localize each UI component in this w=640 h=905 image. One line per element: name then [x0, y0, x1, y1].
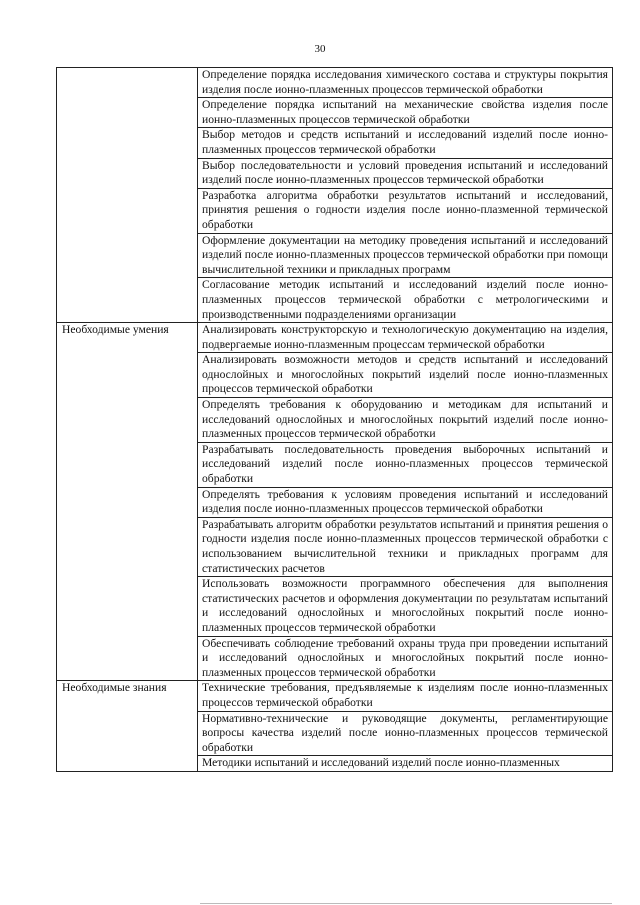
row-text: Обеспечивать соблюдение требований охраны труда при проведении испытаний и исследований однослойных и многослойных покрытий после ионно-плазменных процессов термической обработки [198, 636, 613, 681]
row-text: Анализировать возможности методов и средств испытаний и исследований однослойных и многослойных покрытий изделий после ионно-плазменных процессов термической обработки [198, 353, 613, 398]
row-text: Нормативно-технические и руководящие документы, регламентирующие вопросы качества изделий после ионно-плазменных процессов термической обработки [198, 711, 613, 756]
page-bottom-divider [200, 903, 612, 904]
row-text: Выбор методов и средств испытаний и исследований изделий после ионно-плазменных процессов термической обработки [198, 128, 613, 158]
row-text: Разрабатывать алгоритм обработки результатов испытаний и принятия решения о годности изделия после ионно-плазменных процессов термической обработки с использованием вычислительной техники и прикладных программ для статистических расчетов [198, 517, 613, 576]
section-label-knowledge: Необходимые знания [57, 681, 198, 772]
row-text: Разрабатывать последовательность проведения выборочных испытаний и исследований изделий после ионно-плазменных процессов термической обработки [198, 442, 613, 487]
row-text: Технические требования, предъявляемые к изделиям после ионно-плазменных процессов термической обработки [198, 681, 613, 711]
table-row [57, 681, 613, 711]
row-text: Согласование методик испытаний и исследований изделий после ионно-плазменных процессов термической обработки с метрологическими и производственными подразделениями организации [198, 278, 613, 323]
row-text: Определять требования к оборудованию и методикам для испытаний и исследований однослойных и многослойных покрытий изделий после ионно-плазменных процессов термической обработки [198, 398, 613, 443]
row-text: Разработка алгоритма обработки результатов испытаний и исследований, принятия решения о годности изделия после ионно-плазменной термической обработки [198, 188, 613, 233]
section-label-skills: Необходимые умения [57, 323, 198, 681]
row-text: Анализировать конструкторскую и технологическую документацию на изделия, подвергаемые ионно-плазменным процессам термической обработки [198, 323, 613, 353]
row-text: Использовать возможности программного обеспечения для выполнения статистических расчетов и оформления документации по результатам испытаний и исследований однослойных и многослойных покрытий после ионно-плазменных процессов термической обработки [198, 577, 613, 636]
row-label [57, 68, 198, 323]
row-text: Оформление документации на методику проведения испытаний и исследований изделий после ионно-плазменных процессов термической обработки при помощи вычислительной техники и прикладных программ [198, 233, 613, 278]
row-text: Методики испытаний и исследований изделий после ионно-плазменных [198, 756, 613, 772]
page-number: 30 [314, 43, 326, 55]
row-text: Определять требования к условиям проведения испытаний и исследований изделия после ионно-плазменных процессов термической обработки [198, 487, 613, 517]
row-text: Определение порядка исследования химического состава и структуры покрытия изделия после ионно-плазменных процессов термической обработки [198, 68, 613, 98]
table-row [57, 323, 613, 353]
row-text: Определение порядка испытаний на механические свойства изделия после ионно-плазменных процессов термической обработки [198, 98, 613, 128]
row-text: Выбор последовательности и условий проведения испытаний и исследований изделий после ионно-плазменных процессов термической обработки [198, 158, 613, 188]
competency-table [56, 67, 613, 772]
table-row [57, 68, 613, 98]
